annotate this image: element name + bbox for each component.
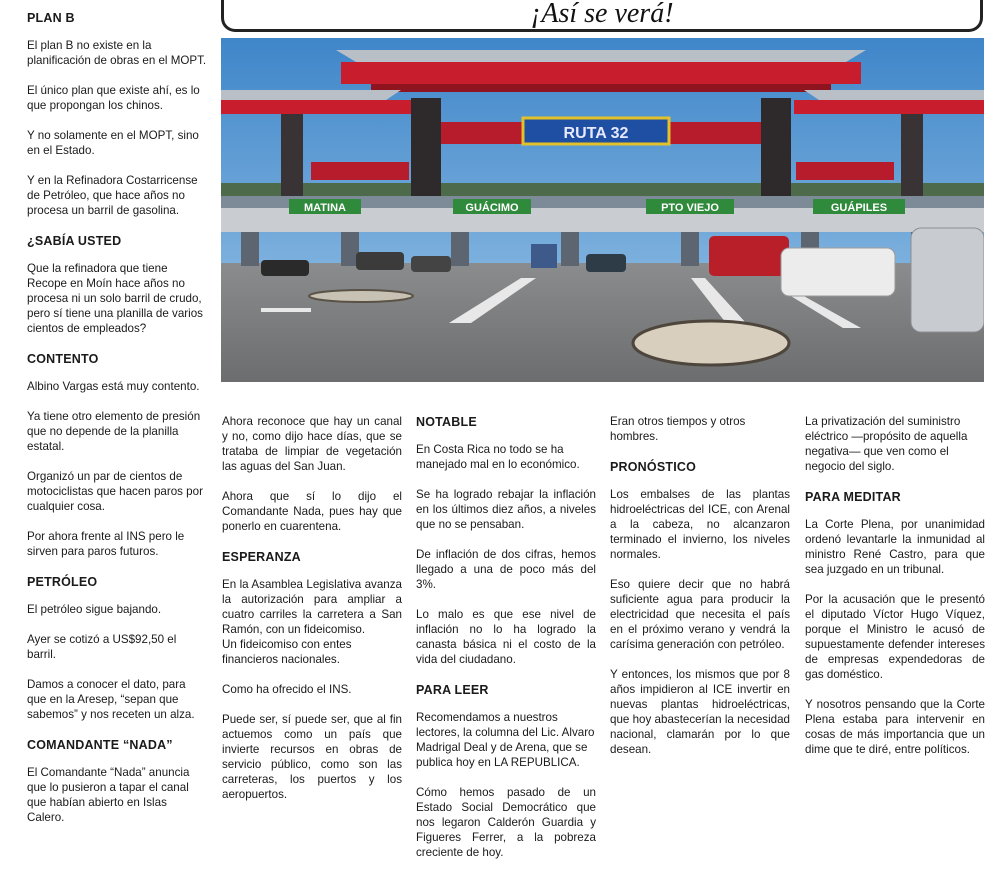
paragraph: La privatización del suministro eléctrico —propósito de aquella negativa— que ven como el negocio del siglo. xyxy=(805,415,968,473)
paragraph: Eso quiere decir que no habrá suficiente agua para producir la electricidad que necesita el país en el próximo verano y vendrá la carísima generación con petróleo. xyxy=(610,578,790,651)
column-2 xyxy=(222,414,402,817)
lane-sign-2: GUÁCIMO xyxy=(465,202,519,214)
route-sign: RUTA 32 xyxy=(563,125,629,142)
paragraph: Albino Vargas está muy contento. xyxy=(27,380,200,393)
paragraph: Recomendamos a nuestros lectores, la columna del Lic. Alvaro Madrigal Deal y de Arena, que se publica hoy en LA REPUBLICA. xyxy=(416,711,595,769)
paragraph: Puede ser, sí puede ser, que al fin actuemos como un país que invierte recursos en obras de servicio público, como son las carreteras, los puertos y los aeropuertos. xyxy=(222,713,402,801)
paragraph: Damos a conocer el dato, para que en la Aresep, “sepan que sabemos” y nos receten un alza. xyxy=(27,678,195,721)
paragraph: Que la refinadora que tiene Recope en Moín hace años no procesa ni un solo barril de crudo, pero sí tiene una planilla de varios cientos de empleados? xyxy=(27,262,203,335)
pothole-1 xyxy=(309,290,413,302)
section-heading-comandante: COMANDANTE “NADA” xyxy=(27,738,173,752)
paragraph: En Costa Rica no todo se ha manejado mal en lo económico. xyxy=(416,443,580,471)
paragraph: Ayer se cotizó a US$92,50 el barril. xyxy=(27,633,177,661)
section-heading-plan-b: PLAN B xyxy=(27,11,75,25)
paragraph: Por la acusación que le presentó el diputado Víctor Hugo Víquez, porque el Ministro le acusó de supuestamente defender intereses de empresas expendedoras de gas doméstico. xyxy=(805,593,985,681)
paragraph: Por ahora frente al INS pero le sirven para paros futuros. xyxy=(27,530,185,558)
banner-title: ¡Así se verá! xyxy=(530,0,674,29)
paragraph: Lo malo es que ese nivel de inflación no lo ha logrado la canasta básica ni el costo de la vida del ciudadano. xyxy=(416,608,596,666)
paragraph: Se ha logrado rebajar la inflación en los últimos diez años, a niveles que no se pensaban. xyxy=(416,488,596,531)
paragraph: En la Asamblea Legislativa avanza la autorización para ampliar a cuatro carriles la carretera a San Ramón, con un fideicomiso. xyxy=(222,578,402,636)
paragraph: De inflación de dos cifras, hemos llegado a una de poco más del 3%. xyxy=(416,548,596,591)
column-3 xyxy=(416,414,596,875)
section-heading-notable: NOTABLE xyxy=(416,415,477,429)
paragraph: El único plan que existe ahí, es lo que propongan los chinos. xyxy=(27,84,200,112)
section-heading-pronostico: PRONÓSTICO xyxy=(610,460,697,474)
paragraph: El petróleo sigue bajando. xyxy=(27,603,162,616)
column-1 xyxy=(27,10,207,840)
section-heading-petroleo: PETRÓLEO xyxy=(27,575,98,589)
pothole-2 xyxy=(633,321,789,365)
paragraph: Organizó un par de cientos de motociclistas que hacen paros por cualquier cosa. xyxy=(27,470,203,513)
paragraph: Ya tiene otro elemento de presión que no depende de la planilla estatal. xyxy=(27,410,201,453)
section-heading-para-leer: PARA LEER xyxy=(416,683,489,697)
paragraph: Los embalses de las plantas hidroeléctricas del ICE, con Arenal a la cabeza, no alcanzaron terminado el invierno, los niveles normales. xyxy=(610,488,790,561)
column-5 xyxy=(805,414,985,772)
paragraph: El Comandante “Nada” anuncia que lo pusieron a tapar el canal que habían abierto en Islas Calero. xyxy=(27,766,190,824)
lane-sign-3: PTO VIEJO xyxy=(661,202,719,214)
section-heading-contento: CONTENTO xyxy=(27,352,99,366)
paragraph: La Corte Plena, por unanimidad ordenó levantarle la inmunidad al ministro René Castro, para que sea juzgado en un tribunal. xyxy=(805,518,985,576)
paragraph: El plan B no existe en la planificación de obras en el MOPT. xyxy=(27,39,207,67)
toll-plaza-photo xyxy=(221,38,984,382)
paragraph: Ahora que sí lo dijo el Comandante Nada, pues hay que ponerlo en cuarentena. xyxy=(222,490,402,533)
paragraph: Y entonces, los mismos que por 8 años impidieron al ICE invertir en nuevas plantas hidroeléctricas, que hoy abastecerían la necesidad nacional, clamarán por lo que desean. xyxy=(610,668,790,756)
paragraph: Un fideicomiso con entes financieros nacionales. xyxy=(222,638,352,666)
paragraph: Y nosotros pensando que la Corte Plena estaba para intervenir en cosas de más importancia que un dime que te diré, entre políticos. xyxy=(805,698,985,756)
paragraph: Y no solamente en el MOPT, sino en el Estado. xyxy=(27,129,199,157)
section-heading-esperanza: ESPERANZA xyxy=(222,550,301,564)
paragraph: Cómo hemos pasado de un Estado Social Democrático que nos legaron Calderón Guardia y Figueres Ferrer, a la pobreza creciente de hoy. xyxy=(416,786,596,859)
header-banner xyxy=(221,0,983,32)
paragraph: Ahora reconoce que hay un canal y no, como dijo hace días, que se trataba de limpiar de vegetación las aguas del San Juan. xyxy=(222,415,402,473)
paragraph: Y en la Refinadora Costarricense de Petróleo, que hace años no procesa un barril de gasolina. xyxy=(27,174,198,217)
section-heading-para-meditar: PARA MEDITAR xyxy=(805,490,901,504)
lane-sign-1: MATINA xyxy=(304,202,346,214)
paragraph: Como ha ofrecido el INS. xyxy=(222,683,352,696)
column-4 xyxy=(610,414,790,772)
paragraph: Eran otros tiempos y otros hombres. xyxy=(610,415,746,443)
lane-sign-4: GUÁPILES xyxy=(830,202,888,214)
section-heading-sabia: ¿SABÍA USTED xyxy=(27,234,122,248)
